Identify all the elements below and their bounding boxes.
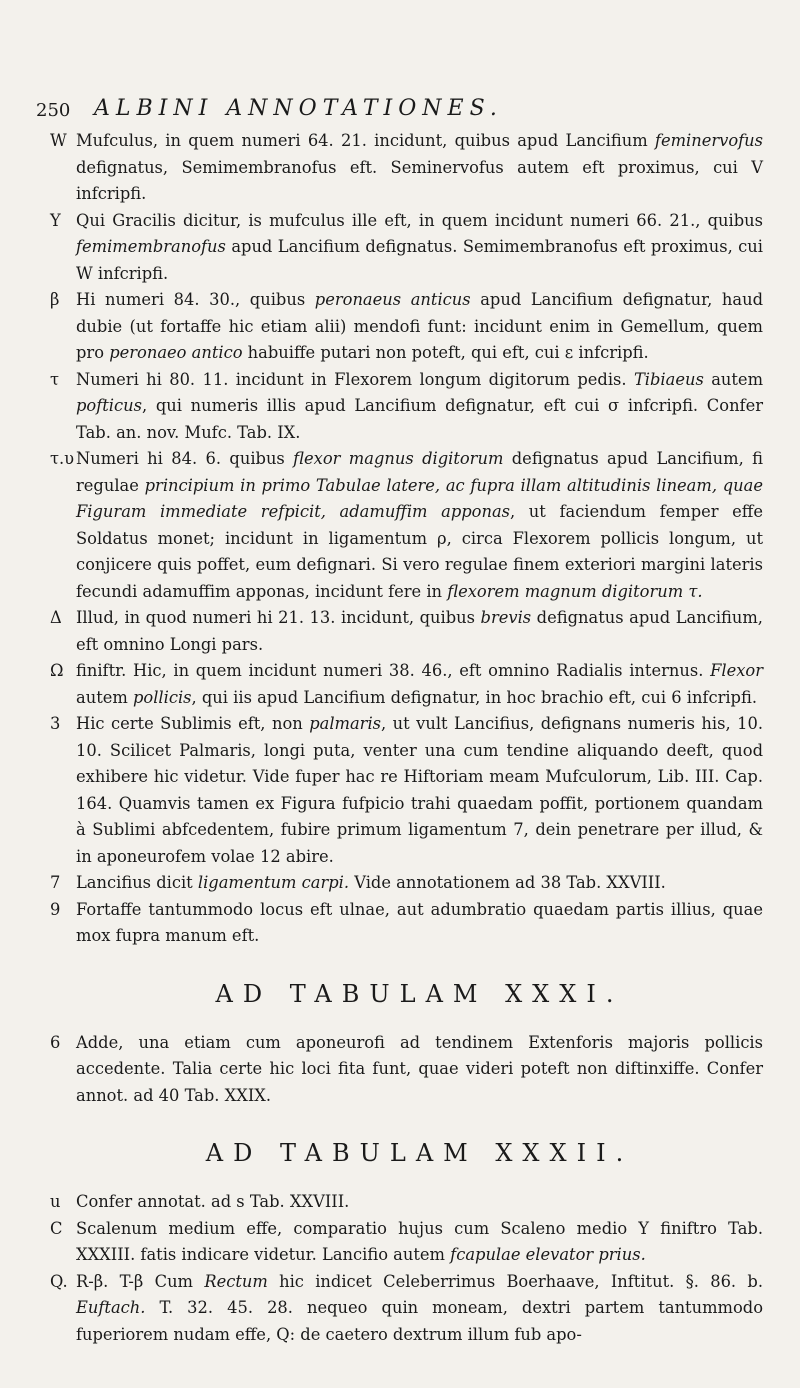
- entry-text: autem: [76, 687, 133, 707]
- italic-term: pofticus: [76, 396, 142, 415]
- annotation-entry: [48, 897, 763, 950]
- entry-marker: Y: [50, 210, 61, 230]
- entry-text: Adde, una etiam cum aponeurofi ad tendinem Extenforis majoris pollicis accedente. Talia certe hic loci fita funt, quae videri poteft non diftinxiffe. Confer annot. ad 40 Tab. XXIX.: [76, 1032, 763, 1105]
- annotation-group: [48, 128, 763, 950]
- entry-marker: 6: [50, 1032, 61, 1052]
- annotation-entry: [48, 287, 763, 367]
- entry-text: apud Lancifium defignatus. Semimembranofus eft proximus, cui W infcripfi.: [76, 237, 763, 283]
- section-title: AD TABULAM XXXII.: [205, 1139, 634, 1167]
- entry-text: Vide annotationem ad 38 Tab. XXVIII.: [349, 873, 666, 892]
- italic-term: fcapulae elevator prius.: [450, 1245, 646, 1264]
- entry-text: Fortaffe tantummodo locus eft ulnae, aut adumbratio quaedam partis illius, quae mox fupra manum eft.: [76, 899, 763, 945]
- entry-text: R-β. T-β Cum: [76, 1271, 205, 1291]
- entry-text: Mufculus, in quem numeri 64. 21. incidunt, quibus apud Lancifium: [76, 131, 655, 150]
- entry-text: Qui Gracilis dicitur, is mufculus ille eft, in quem incidunt numeri 66. 21., quibus: [76, 210, 763, 230]
- annotation-entry: [48, 128, 763, 208]
- italic-term: Tibiaeus: [633, 369, 704, 389]
- entry-marker: 9: [50, 899, 61, 919]
- annotation-entry: [48, 605, 763, 658]
- entry-text: defignatus, Semimembranofus eft. Seminervofus autem eft proximus, cui V infcripfi.: [76, 157, 763, 203]
- annotation-entry: [48, 446, 763, 605]
- entry-marker: Q.: [50, 1271, 68, 1291]
- italic-term: peronaeus anticus: [314, 290, 471, 309]
- italic-term: pollicis: [132, 687, 192, 707]
- entry-text: Confer annotat. ad s Tab. XXVIII.: [76, 1192, 350, 1211]
- running-title: ALBINI ANNOTATIONES.: [94, 96, 503, 121]
- entry-text: defignatus apud Lancifium, fi regulae: [76, 449, 763, 495]
- entry-text: Illud, in quod numeri hi 21. 13. incidunt, quibus: [76, 608, 481, 627]
- italic-term: femimembranofus: [76, 237, 226, 256]
- annotation-entry: [48, 1030, 763, 1110]
- entry-marker: 7: [50, 873, 61, 892]
- entry-text: Hic certe Sublimis eft, non: [76, 714, 310, 733]
- italic-term: peronaeo antico: [109, 343, 243, 362]
- italic-term: Flexor: [710, 661, 763, 680]
- annotation-entry: [48, 1189, 763, 1216]
- entry-text: Scalenum medium effe, comparatio hujus cum Scaleno medio Y finiftro Tab. XXXIII. fatis indicare videtur. Lancifio autem: [76, 1218, 763, 1264]
- entry-text: , qui iis apud Lancifium defignatur, in hoc brachio eft, cui 6 infcripfi.: [191, 687, 758, 707]
- entry-text: hic indicet Celeberrimus Boerhaave, Inftitut. §. 86. b.: [267, 1271, 764, 1291]
- annotation-entry: [48, 711, 763, 870]
- entry-marker: C: [50, 1218, 63, 1238]
- entry-text: , ut vult Lancifius, defignans numeris his, 10. 10. Scilicet Palmaris, longi puta, venter una cum tendine aliquando deeft, quod exhibere hic videtur. Vide fuper hac re Hiftoriam meam Mufculorum, Lib. III. Cap. 164. Quamvis tamen ex Figura fufpicio trahi quaedam poffit, portionem quandam à Sublimi abfcedentem, fubire primum ligamentum 7, dein penetrare per illud, & in aponeurofem volae 12 abire.: [76, 714, 764, 866]
- page-number: 250: [36, 100, 71, 121]
- entry-text: T. 32. 45. 28. nequeo quin moneam, dextri partem tantummodo fuperiorem nudam effe, Q: de caetero dextrum illum fub apo-: [76, 1298, 763, 1344]
- entry-marker: u: [50, 1192, 61, 1211]
- entry-text: defignatus apud Lancifium, eft omnino Longi pars.: [76, 608, 763, 654]
- entry-text: Lancifius dicit: [76, 873, 198, 892]
- italic-term: Rectum: [204, 1271, 268, 1291]
- entry-marker: 3: [50, 714, 61, 733]
- entry-marker: τ: [50, 369, 60, 389]
- entry-text: Hi numeri 84. 30., quibus: [76, 290, 315, 309]
- entry-marker: β: [50, 290, 60, 309]
- italic-term: feminervofus: [654, 131, 763, 150]
- entry-text: Numeri hi 80. 11. incidunt in Flexorem longum digitorum pedis.: [76, 369, 634, 389]
- entry-marker: τ.υ: [50, 449, 75, 468]
- entry-text: Numeri hi 84. 6. quibus: [76, 449, 294, 468]
- entry-text: apud Lancifium defignatur, haud dubie (ut fortaffe hic etiam alii) mendofi funt: incidunt enim in Gemellum, quem pro: [76, 290, 764, 362]
- annotation-entry: [48, 208, 763, 288]
- entry-text: autem: [703, 369, 764, 389]
- entry-text: , qui numeris illis apud Lancifium defignatur, eft cui σ infcripfi. Confer Tab. an. nov. Mufc. Tab. IX.: [76, 396, 763, 442]
- italic-term: ligamentum carpi.: [197, 873, 350, 892]
- italic-term: palmaris: [309, 714, 382, 733]
- entry-text: finiftr. Hic, in quem incidunt numeri 38. 46., eft omnino Radialis internus.: [76, 661, 711, 680]
- annotation-group: [48, 1030, 763, 1110]
- page-body: [48, 128, 763, 1348]
- entry-marker: W: [50, 131, 67, 150]
- entry-text: habuiffe putari non poteft, qui eft, cui ε infcripfi.: [242, 343, 649, 362]
- italic-term: flexorem magnum digitorum τ.: [447, 581, 703, 601]
- annotation-entry: [48, 870, 763, 897]
- section-title: AD TABULAM XXXI.: [215, 979, 624, 1008]
- annotation-entry: [48, 367, 763, 447]
- italic-term: principium in primo Tabulae latere, ac fupra illam altitudinis lineam, quae Figuram immediate refpicit, adamuffim apponas: [76, 475, 763, 521]
- italic-term: Euftach.: [76, 1298, 146, 1317]
- entry-text: , ut faciendum femper effe Soldatus monet; incidunt in ligamentum ρ, circa Flexorem pollicis longum, ut conjicere quis poffet, eum defignari. Si vero regulae finem exteriori margini lateris fecundi adamuffim apponas, incidunt fere in: [76, 502, 763, 601]
- annotation-group: [48, 1189, 763, 1348]
- italic-term: flexor magnus digitorum: [293, 449, 504, 468]
- entry-marker: Δ: [50, 608, 62, 627]
- annotation-entry: [48, 1216, 763, 1269]
- entry-marker: Ω: [50, 661, 64, 680]
- page-header: [36, 96, 776, 126]
- italic-term: brevis: [480, 608, 532, 627]
- annotation-entry: [48, 658, 763, 711]
- annotation-entry: [48, 1269, 763, 1349]
